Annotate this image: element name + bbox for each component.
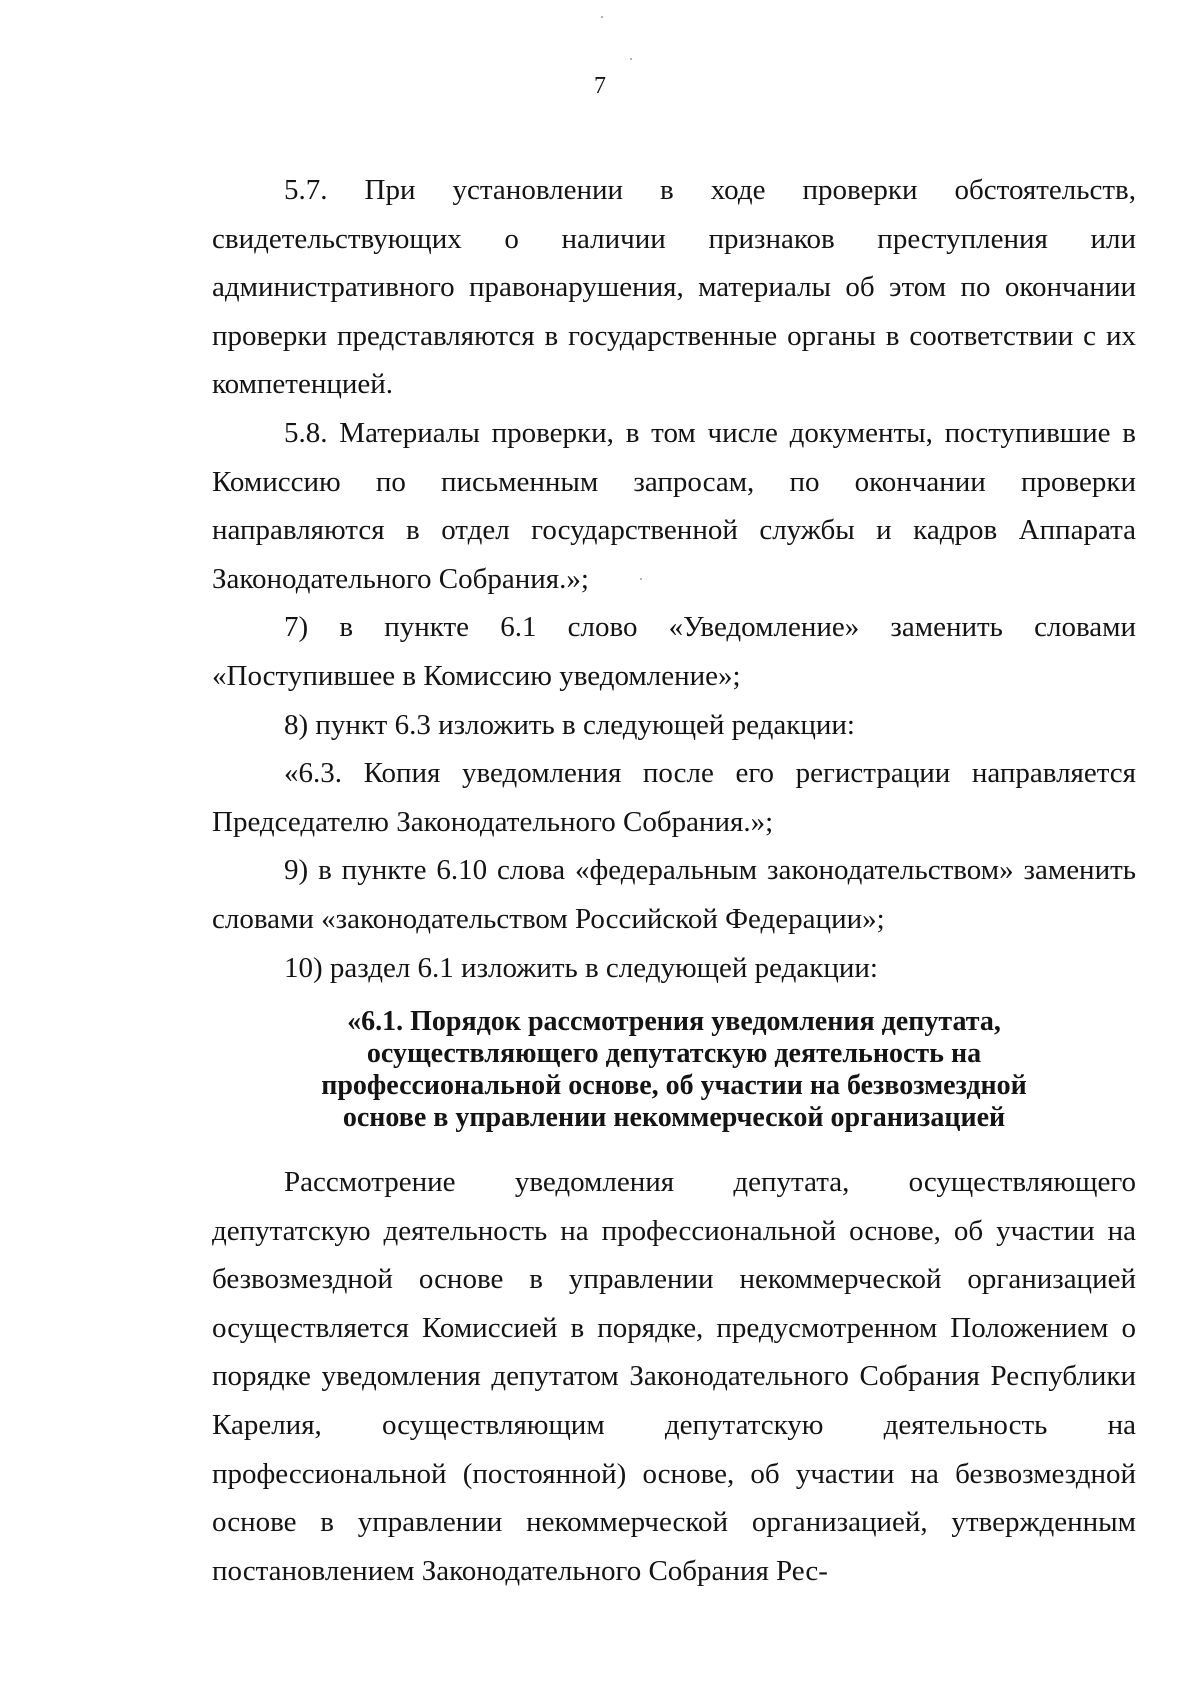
scan-speck: [640, 578, 642, 580]
paragraph-section-6-1-body: Рассмотрение уведомления депутата, осуществляющего депутатскую деятельность на профессиональной основе, об участии на безвозмездной основе в управлении некоммерческой организацией осуществляется Комиссией в порядке, предусмотренном Положением о порядке уведомления депутатом Законодательного Собрания Республики Карелия, осуществляющим депутатскую деятельность на профессиональной (постоянной) основе, об участии на безвозмездной основе в управлении некоммерческой организацией, утвержденным постановлением Законодательного Собрания Рес-: [212, 1166, 1136, 1587]
paragraph-5-7: 5.7. При установлении в ходе проверки обстоятельств, свидетельствующих о наличии признаков преступления или административного правонарушения, материалы об этом по окончании проверки представляются в государственные органы в соответствии с их компетенцией.: [212, 174, 1136, 401]
page-number: 7: [594, 73, 606, 99]
heading-line: профессиональной основе, об участии на безвозмездной: [321, 1070, 1027, 1102]
paragraph-item-10: 10) раздел 6.1 изложить в следующей редакции:: [284, 951, 878, 984]
heading-line: основе в управлении некоммерческой организацией: [342, 1102, 1006, 1134]
paragraph-item-8: 8) пункт 6.3 изложить в следующей редакции:: [284, 708, 855, 741]
document-body: [212, 166, 1136, 1595]
paragraph-6-3: «6.3. Копия уведомления после его регистрации направляется Председателю Законодательного Собрания.»;: [212, 757, 1136, 838]
heading-line: «6.1. Порядок рассмотрения уведомления депутата,: [347, 1006, 1001, 1038]
scan-speck: [601, 16, 603, 18]
section-heading-6-1: [212, 1006, 1136, 1134]
paragraph-5-8: 5.8. Материалы проверки, в том числе документы, поступившие в Комиссию по письменным запросам, по окончании проверки направляются в отдел государственной службы и кадров Аппарата Законодательного Собрания.»;: [212, 416, 1136, 595]
heading-line: осуществляющего депутатскую деятельность на: [366, 1038, 982, 1070]
paragraph-item-7: 7) в пункте 6.1 слово «Уведомление» заменить словами «Поступившее в Комиссию уведомление»;: [212, 611, 1136, 692]
scan-speck: [630, 58, 632, 60]
paragraph-item-9: 9) в пункте 6.10 слова «федеральным законодательством» заменить словами «законодательством Российской Федерации»;: [212, 854, 1136, 935]
